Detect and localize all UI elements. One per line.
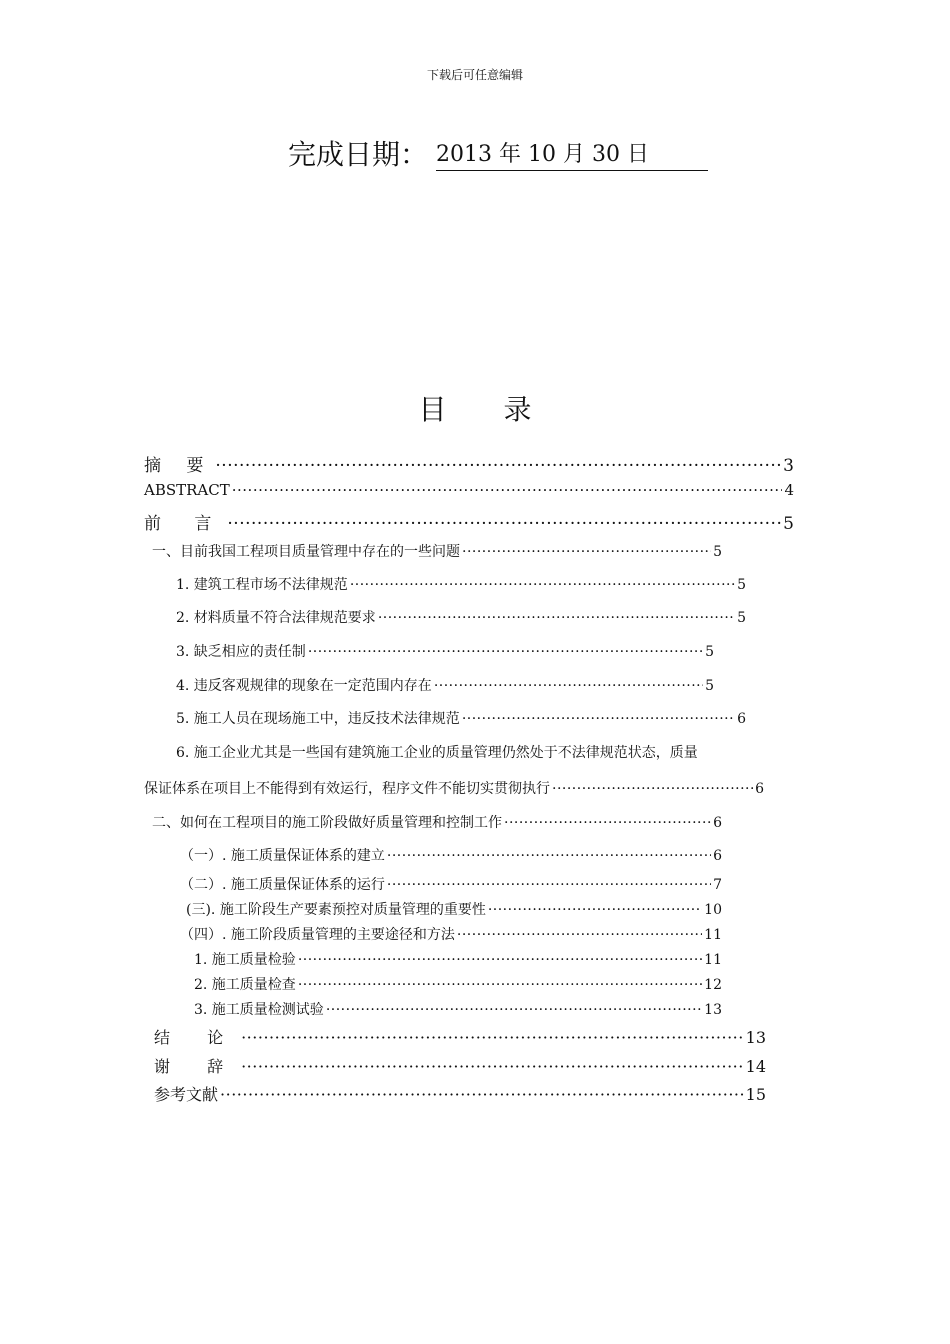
toc-entry-1-2[interactable] [176, 607, 746, 627]
toc-page: 14 [745, 1057, 766, 1076]
toc-label: 4. 违反客观规律的现象在一定范围内存在 [176, 678, 432, 694]
toc-page: 12 [704, 977, 722, 993]
toc-page: 5 [713, 544, 722, 560]
toc-page: 5 [737, 577, 746, 593]
toc-page: 5 [705, 644, 714, 660]
toc-label: 二、如何在工程项目的施工阶段做好质量管理和控制工作 [152, 815, 502, 831]
toc-leader [241, 1028, 744, 1047]
toc-page: 11 [704, 927, 722, 943]
toc-page: 6 [713, 848, 722, 864]
toc-entry-1-3[interactable] [176, 641, 714, 661]
toc-entry-abstract-cn[interactable] [144, 451, 794, 476]
toc-entry-2-2[interactable] [180, 874, 722, 894]
toc-page: 10 [704, 902, 722, 918]
toc-page: 5 [705, 678, 714, 694]
toc-label: ABSTRACT [144, 481, 230, 499]
toc-label: （一）. 施工质量保证体系的建立 [180, 848, 385, 864]
toc-leader [227, 514, 781, 534]
toc-leader [462, 544, 711, 560]
toc-page: 11 [704, 952, 722, 968]
toc-label: 谢 辞 [154, 1057, 240, 1076]
toc-label: （二）. 施工质量保证体系的运行 [180, 877, 385, 893]
toc-label: 结 论 [154, 1028, 240, 1047]
toc-page: 6 [737, 711, 746, 727]
toc-entry-1-4[interactable] [176, 675, 714, 695]
toc-entry-section-1[interactable] [152, 541, 722, 561]
toc-leader [241, 1057, 744, 1076]
toc-label: 摘 要 [144, 456, 214, 476]
toc-leader [298, 977, 702, 993]
toc-leader [215, 456, 781, 476]
toc-leader [298, 952, 702, 968]
toc-page: 6 [755, 781, 764, 797]
completion-date-label: 完成日期： [288, 138, 429, 171]
toc-entry-section-2[interactable] [152, 812, 722, 832]
toc-label: 保证体系在项目上不能得到有效运行，程序文件不能切实贯彻执行 [144, 781, 550, 797]
toc-leader [488, 902, 702, 918]
toc-page: 5 [737, 610, 746, 626]
toc-entry-abstract-en[interactable] [144, 481, 794, 499]
toc-leader [552, 781, 753, 797]
header-note: 下载后可任意编辑 [426, 68, 523, 82]
toc-leader [457, 927, 702, 943]
toc-label: 2. 材料质量不符合法律规范要求 [176, 610, 376, 626]
toc-leader [462, 711, 735, 727]
toc-entry-1-6[interactable] [144, 778, 764, 798]
toc-entry-acknowledgement[interactable] [154, 1054, 766, 1077]
toc-label: 1. 建筑工程市场不法律规范 [176, 577, 348, 593]
toc-entry-references[interactable] [154, 1082, 766, 1105]
toc-leader [387, 877, 711, 893]
toc-label: 参考文献 [154, 1085, 219, 1104]
toc-label: 前 言 [144, 514, 226, 534]
toc-label: 一、目前我国工程项目质量管理中存在的一些问题 [152, 544, 460, 560]
toc-entry-2-4-2[interactable] [194, 974, 722, 994]
toc-label: 3. 施工质量检测试验 [194, 1002, 324, 1018]
toc-page: 4 [784, 481, 794, 499]
toc-leader [387, 848, 711, 864]
toc-label: (三). 施工阶段生产要素预控对质量管理的重要性 [186, 902, 486, 918]
toc-page: 13 [745, 1028, 766, 1047]
completion-date-value: 2013 年 10 月 30 日 [436, 137, 708, 171]
toc-page: 6 [713, 815, 722, 831]
toc-leader [504, 815, 711, 831]
toc-entry-2-3[interactable] [186, 899, 722, 919]
toc-entry-2-4-1[interactable] [194, 949, 722, 969]
toc-entry-1-1[interactable] [176, 574, 746, 594]
toc-label: 2. 施工质量检查 [194, 977, 296, 993]
toc-label: （四）. 施工阶段质量管理的主要途径和方法 [180, 927, 455, 943]
toc-leader [220, 1085, 744, 1104]
toc-entry-2-4-3[interactable] [194, 999, 722, 1019]
toc-label: 3. 缺乏相应的责任制 [176, 644, 306, 660]
toc-entry-preface[interactable] [144, 509, 794, 534]
toc-page: 7 [713, 877, 722, 893]
toc-leader [350, 577, 735, 593]
toc-page: 5 [783, 514, 794, 534]
toc-page: 3 [783, 456, 794, 476]
toc-label: 1. 施工质量检验 [194, 952, 296, 968]
toc-page: 15 [745, 1085, 766, 1104]
toc-title: 目 录 [418, 393, 556, 426]
toc-entry-1-5[interactable] [176, 708, 746, 728]
toc-entry-conclusion[interactable] [154, 1025, 766, 1048]
toc-entry-2-4[interactable] [180, 924, 722, 944]
toc-leader [378, 610, 735, 626]
toc-leader [232, 481, 783, 499]
toc-entry-2-1[interactable] [180, 845, 722, 865]
toc-entry-1-6-line1: 6. 施工企业尤其是一些国有建筑施工企业的质量管理仍然处于不法律规范状态，质量 [176, 745, 698, 761]
toc-leader [308, 644, 703, 660]
toc-page: 13 [704, 1002, 722, 1018]
toc-leader [326, 1002, 702, 1018]
toc-leader [434, 678, 703, 694]
toc-label: 5. 施工人员在现场施工中，违反技术法律规范 [176, 711, 460, 727]
